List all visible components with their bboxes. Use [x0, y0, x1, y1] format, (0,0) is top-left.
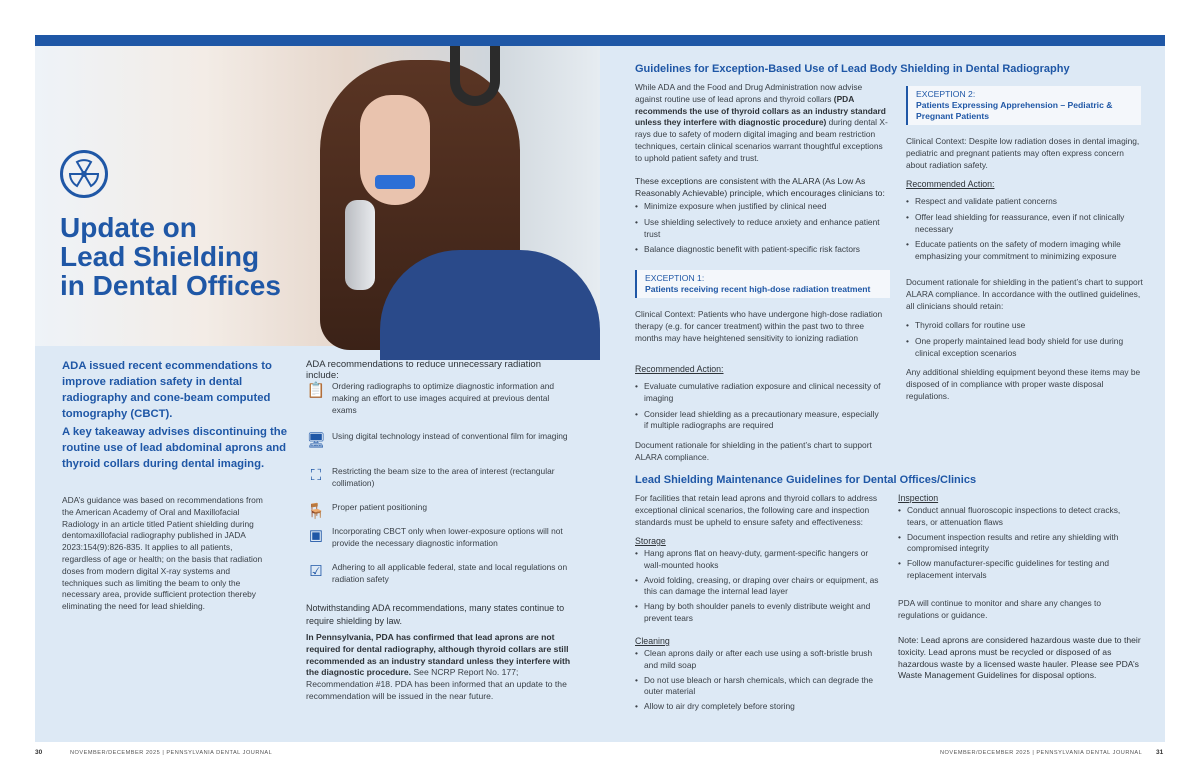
exception-1-doc: Document rationale for shielding in the patient’s chart to support ALARA compliance.: [635, 440, 872, 462]
recommendations-heading: ADA recommendations to reduce unnecessary radiation include:: [306, 359, 541, 381]
recommendation-text: Adhering to all applicable federal, state and local regulations on radiation safety: [332, 562, 568, 584]
intro-text-b: during dental X-rays due to safety of modern digital imaging and beam restriction techniques, certain clinical scenarios warrant thoughtful exceptions to uphold patient safety and trust.: [635, 117, 888, 163]
page-title: [60, 213, 340, 300]
exception-2-doc: Document rationale for shielding in the patient’s chart to support ALARA compliance. In accordance with the outlined guidelines, all clinicians should retain:: [906, 277, 1143, 311]
storage-list: [635, 548, 885, 628]
list-item: • Use shielding selectively to reduce anxiety and enhance patient trust: [635, 217, 885, 241]
list-item: • Consider lead shielding as a precautionary measure, especially if multiple radiographs are required: [635, 409, 885, 433]
radiation-icon: [60, 150, 108, 198]
list-item: • Balance diagnostic benefit with patient-specific risk factors: [635, 244, 885, 256]
list-item: • Hang by both shoulder panels to evenly distribute weight and prevent tears: [635, 601, 885, 625]
list-item: • Conduct annual fluoroscopic inspections to detect cracks, tears, or attenuation flaws: [898, 505, 1143, 529]
exception-1-action-label: Recommended Action:: [635, 364, 724, 374]
recommendation-text: Proper patient positioning: [332, 502, 427, 512]
footer-left: NOVEMBER/DECEMBER 2025 | PENNSYLVANIA DENTAL JOURNAL: [70, 750, 273, 756]
intro-bold: (PDA recommends the use of thyroid collars as an industry standard unless they interfere with diagnostic procedure): [635, 93, 886, 128]
exception-1-context: Clinical Context: Patients who have undergone high-dose radiation therapy (e.g. for cancer treatment) within the past two to three months may have heightened sensitivity to ionizing radiation: [635, 309, 883, 343]
cbct-scanner-icon: ▣: [308, 527, 324, 544]
list-item: • Respect and validate patient concerns: [906, 196, 1146, 208]
alara-list: [635, 201, 885, 260]
lead-paragraph-1: ADA issued recent ecommendations to improve radiation safety in dental radiography and cone-beam computed tomography (CBCT).: [62, 360, 272, 420]
list-item: • Follow manufacturer-specific guidelines for testing and replacement intervals: [898, 558, 1143, 582]
guidelines-title: Guidelines for Exception-Based Use of Lead Body Shielding in Dental Radiography: [635, 63, 1070, 75]
exception-1-label: EXCEPTION 1:: [645, 273, 705, 283]
exception-2-box: [906, 86, 1141, 125]
list-item: • Hang aprons flat on heavy-duty, garment-specific hangers or wall-mounted hooks: [635, 548, 885, 572]
pennsylvania-rest: See NCRP Report No. 177; Recommendation #18. PDA has been informed that an update to the recommendation will be issued in the near future.: [306, 667, 567, 701]
retain-list: [906, 320, 1146, 363]
exception-2-label: EXCEPTION 2:: [916, 89, 976, 99]
exception-2-title: Patients Expressing Apprehension – Pediatric & Pregnant Patients: [916, 100, 1113, 121]
list-item: • Avoid folding, creasing, or draping over chairs or equipment, as this can damage the internal lead layer: [635, 575, 885, 599]
photo-xray-head: [345, 200, 375, 290]
photo-bite-block: [375, 175, 415, 189]
footer-right: NOVEMBER/DECEMBER 2025 | PENNSYLVANIA DENTAL JOURNAL: [940, 750, 1143, 756]
recommendation-text: Incorporating CBCT only when lower-exposure options will not provide the necessary diagnostic information: [332, 526, 563, 548]
monitor-icon: 🖥: [306, 432, 326, 449]
exception-1-actions: [635, 381, 885, 436]
page-number-right: 31: [1156, 749, 1164, 756]
list-item: • Do not use bleach or harsh chemicals, which can degrade the outer material: [635, 675, 885, 699]
list-item: • Allow to air dry completely before storing: [635, 701, 885, 713]
checklist-icon: ☑: [309, 563, 323, 580]
exception-2-context: Clinical Context: Despite low radiation doses in dental imaging, pediatric and pregnant patients may often express concern about radiation safety.: [906, 136, 1140, 170]
pennsylvania-paragraph: [306, 632, 571, 703]
recommendation-text: Ordering radiographs to optimize diagnostic information and making an effort to use images acquired at previous dental exams: [332, 381, 555, 415]
clipboard-icon: 📋: [306, 382, 326, 399]
collimation-icon: ⛶: [310, 467, 322, 484]
inspection-list: [898, 505, 1143, 585]
cleaning-list: [635, 648, 885, 716]
title-line-1: Update on: [60, 212, 197, 243]
exception-1-box: [635, 270, 890, 298]
guidelines-intro: [635, 82, 890, 165]
exception-1-title: Patients receiving recent high-dose radiation treatment: [645, 284, 871, 294]
lead-paragraph-2: A key takeaway advises discontinuing the routine use of lead abdominal aprons and thyroid collars during dental imaging.: [62, 426, 287, 470]
list-item: • Minimize exposure when justified by clinical need: [635, 201, 885, 213]
exception-2-actions: [906, 196, 1146, 267]
top-color-bar: [35, 35, 1165, 46]
additional-equipment-text: Any additional shielding equipment beyond these items may be disposed of in compliance with proper waste disposal regulations.: [906, 367, 1141, 401]
exception-2-action-label: Recommended Action:: [906, 179, 995, 189]
storage-label: Storage: [635, 536, 666, 546]
monitor-note: PDA will continue to monitor and share any changes to regulations or guidance.: [898, 598, 1101, 620]
title-line-3: in Dental Offices: [60, 270, 281, 301]
list-item: • Document inspection results and retire any shielding with compromised integrity: [898, 532, 1143, 556]
list-item: • Educate patients on the safety of modern imaging while emphasizing your commitment to minimizing exposure: [906, 239, 1146, 263]
pennsylvania-bold: In Pennsylvania, PDA has confirmed that lead aprons are not required for dental radiography, although thyroid collars are still recommended as an industry standard unless they interfere with the diagnostic procedure.: [306, 632, 571, 678]
list-item: • Offer lead shielding for reassurance, even if not clinically necessary: [906, 212, 1146, 236]
list-item: • One properly maintained lead body shield for use during clinical exception scenarios: [906, 336, 1146, 360]
body-paragraph: ADA’s guidance was based on recommendations from the American Academy of Oral and Maxillofacial Radiology in an article titled Patient shielding during dentomaxillofacial radiography published in JADA 2023:154(9):826-835. It applies to all patients, regardless of age or health; on the basis that radiation doses from modern digital X-ray systems and techniques such as limiting the beam to only the necessary area, provide sufficient protection thereby eliminating the need for lead shielding.: [62, 495, 263, 612]
maintenance-intro: For facilities that retain lead aprons and thyroid collars to address exceptional clinical scenarios, the following care and inspection standards must be upheld to ensure safety and effectiveness:: [635, 493, 878, 527]
recommendation-text: Using digital technology instead of conventional film for imaging: [332, 431, 568, 441]
photo-machine-arm: [450, 46, 500, 106]
recommendation-text: Restricting the beam size to the area of interest (rectangular collimation): [332, 466, 555, 488]
title-line-2: Lead Shielding: [60, 241, 260, 272]
list-item: • Evaluate cumulative radiation exposure and clinical necessity of imaging: [635, 381, 885, 405]
notwithstanding-text: Notwithstanding ADA recommendations, many states continue to require shielding by law.: [306, 603, 565, 626]
hazard-note: Note: Lead aprons are considered hazardous waste due to their toxicity. Lead aprons must be recycled or disposed of as hazardous waste by a licensed waste hauler. Please see PDA’s Waste Management Guidelines for disposal options.: [898, 635, 1141, 681]
list-item: • Clean aprons daily or after each use using a soft-bristle brush and mild soap: [635, 648, 885, 672]
dental-chair-icon: 🪑: [306, 503, 326, 520]
list-item: • Thyroid collars for routine use: [906, 320, 1146, 332]
photo-shoulder-shape: [380, 250, 600, 360]
cleaning-label: Cleaning: [635, 636, 670, 646]
maintenance-title: Lead Shielding Maintenance Guidelines for Dental Offices/Clinics: [635, 474, 977, 486]
alara-intro: These exceptions are consistent with the ALARA (As Low As Reasonably Achievable) principle, which encourages clinicians to:: [635, 176, 885, 198]
inspection-label: Inspection: [898, 493, 939, 503]
intro-text-a: While ADA and the Food and Drug Administration now advise against routine use of lead aprons and thyroid collars: [635, 82, 863, 104]
page-number-left: 30: [35, 749, 43, 756]
